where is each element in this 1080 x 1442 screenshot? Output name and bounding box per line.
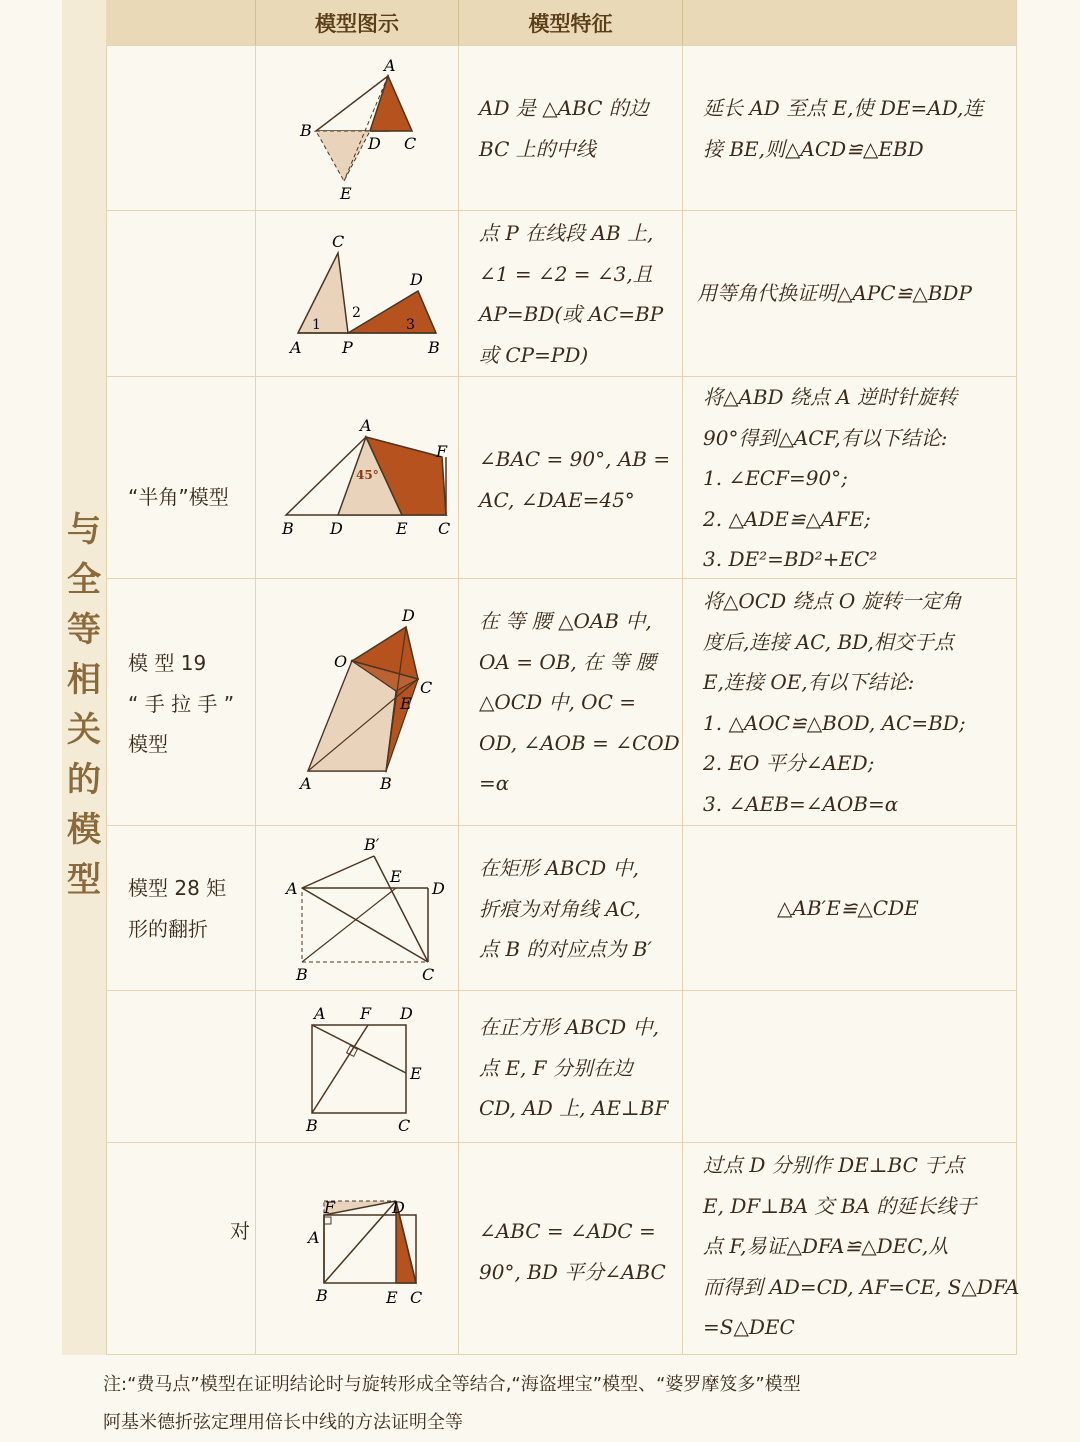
label-c: C	[332, 232, 345, 251]
feature-text: 点 P 在线段 AB 上, ∠1 = ∠2 = ∠3,且 AP=BD(或 AC=BP 或 CP=PD)	[479, 221, 664, 367]
feature-text: 在正方形 ABCD 中, 点 E, F 分别在边 CD, AD 上, AE⊥BF	[479, 1015, 669, 1120]
label-e: E	[340, 184, 352, 203]
feature-cell	[459, 991, 683, 1143]
figure-cell	[256, 1143, 459, 1354]
model-name: “半角”模型	[128, 485, 229, 509]
label-c: C	[422, 965, 435, 984]
label-o: O	[334, 652, 348, 671]
model-name-cell	[106, 826, 256, 991]
label-f: F	[324, 1198, 336, 1217]
model-table	[106, 0, 1020, 1355]
label-d: D	[400, 1004, 413, 1023]
label-f: F	[436, 442, 448, 461]
figure-equal-angles	[256, 211, 459, 377]
conclusion-cell	[683, 1143, 1020, 1354]
label-1: 1	[312, 317, 321, 333]
feature-cell	[459, 46, 683, 211]
figure-cell	[256, 377, 459, 579]
feature-cell	[459, 211, 683, 377]
label-c: C	[398, 1116, 411, 1135]
footnote: 注:“费马点”模型在证明结论时与旋转形成全等结合,“海盗埋宝”模型、“婆罗摩笈多”模型 阿基米德折弦定理用倍长中线的方法证明全等	[103, 1374, 801, 1433]
label-b: B	[296, 965, 308, 984]
label-2: 2	[352, 305, 361, 321]
model-name: 对	[230, 1219, 250, 1243]
table-row	[106, 45, 1016, 211]
label-p: P	[342, 338, 353, 357]
feature-text: 在矩形 ABCD 中, 折痕为对角线 AC, 点 B 的对应点为 B′	[479, 856, 653, 961]
model-name-cell	[106, 1143, 256, 1354]
label-a: A	[360, 416, 372, 435]
conclusion-cell	[683, 211, 1016, 377]
label-b: B	[300, 121, 312, 140]
model-name-cell	[106, 46, 256, 211]
conclusion-cell	[683, 991, 1016, 1143]
label-e: E	[386, 1288, 398, 1307]
label-d: D	[432, 879, 445, 898]
table-row	[106, 1142, 1020, 1355]
label-e: E	[396, 519, 408, 538]
label-a: A	[308, 1228, 320, 1247]
label-d: D	[402, 606, 415, 625]
side-title: 与全等相关的模型	[67, 510, 101, 900]
figure-cell	[256, 46, 459, 211]
label-a: A	[300, 774, 312, 793]
figure-half-angle	[256, 377, 459, 579]
figure-square	[256, 991, 459, 1143]
conclusion-text: △AB′E≌△CDE	[777, 896, 919, 920]
model-name-cell	[106, 211, 256, 377]
conclusion-cell	[683, 826, 1016, 991]
figure-cell	[256, 211, 459, 377]
label-45: 45°	[356, 468, 379, 482]
figure-cell	[256, 991, 459, 1143]
side-bar	[62, 0, 107, 1355]
label-b: B	[282, 519, 294, 538]
conclusion-text: 用等角代换证明△APC≌△BDP	[697, 281, 972, 305]
header-feature: 模型特征	[459, 0, 683, 45]
label-e: E	[400, 694, 412, 713]
table-row	[106, 825, 1016, 991]
label-3: 3	[406, 317, 415, 333]
label-f: F	[360, 1004, 372, 1023]
feature-cell	[459, 826, 683, 991]
conclusion-cell	[683, 377, 1016, 579]
feature-text: ∠BAC = 90°, AB = AC, ∠DAE=45°	[479, 447, 671, 512]
model-name: 模 型 19 “ 手 拉 手 ” 模型	[128, 651, 235, 756]
table-row	[106, 578, 1016, 826]
label-b: B	[380, 774, 392, 793]
model-name: 模型 28 矩 形的翻折	[128, 876, 227, 941]
figure-cell	[256, 579, 459, 826]
conclusion-cell	[683, 579, 1016, 826]
label-a: A	[286, 879, 298, 898]
feature-text: 在 等 腰 △OAB 中, OA = OB, 在 等 腰 △OCD 中, OC = OD, ∠AOB = ∠COD =α	[479, 609, 680, 795]
header-conclusion	[683, 0, 1016, 45]
label-b: B	[316, 1286, 328, 1305]
conclusion-text: 延长 AD 至点 E,使 DE=AD,连 接 BE,则△ACD≌△EBD	[703, 96, 984, 161]
label-b-prime: B′	[364, 835, 380, 854]
header-blank	[106, 0, 256, 45]
label-c: C	[438, 519, 451, 538]
label-e: E	[410, 1064, 422, 1083]
figure-rectangle-fold	[256, 826, 459, 991]
figure-angle-bisector	[256, 1143, 459, 1356]
figure-cell	[256, 826, 459, 991]
label-b: B	[428, 338, 440, 357]
label-d: D	[392, 1198, 405, 1217]
conclusion-cell	[683, 46, 1016, 211]
label-d: D	[410, 270, 423, 289]
header-figure: 模型图示	[256, 0, 459, 45]
conclusion-text: 将△ABD 绕点 A 逆时针旋转 90°得到△ACF,有以下结论: 1. ∠ECF=90°; 2. △ADE≌△AFE; 3. DE²=BD²+EC²	[703, 385, 958, 571]
model-name-cell	[106, 579, 256, 826]
label-c: C	[404, 134, 417, 153]
feature-cell	[459, 377, 683, 579]
conclusion-text: 将△OCD 绕点 O 旋转一定角 度后,连接 AC, BD,相交于点 E,连接 OE,有以下结论: 1. △AOC≌△BOD, AC=BD; 2. EO 平分∠AED; 3. ∠AEB=∠AOB=α	[703, 589, 966, 816]
label-d: D	[368, 134, 381, 153]
table-row	[106, 990, 1016, 1143]
feature-cell	[459, 1143, 683, 1354]
label-c: C	[410, 1288, 423, 1307]
figure-hand-in-hand	[256, 579, 459, 826]
label-a: A	[384, 56, 396, 75]
label-a: A	[290, 338, 302, 357]
figure-median	[256, 46, 459, 211]
model-name-cell	[106, 991, 256, 1143]
conclusion-text: 过点 D 分别作 DE⊥BC 于点 E, DF⊥BA 交 BA 的延长线于 点 F,易证△DFA≌△DEC,从 而得到 AD=CD, AF=CE, S△DFA =S△DEC	[703, 1153, 1020, 1339]
label-a: A	[314, 1004, 326, 1023]
table-row	[106, 376, 1016, 579]
label-b: B	[306, 1116, 318, 1135]
model-name-cell	[106, 377, 256, 579]
label-e: E	[390, 867, 402, 886]
feature-text: AD 是 △ABC 的边 BC 上的中线	[479, 96, 649, 161]
label-d: D	[330, 519, 343, 538]
label-c: C	[420, 678, 433, 697]
feature-text: ∠ABC = ∠ADC = 90°, BD 平分∠ABC	[479, 1219, 666, 1284]
table-row	[106, 210, 1016, 377]
feature-cell	[459, 579, 683, 826]
